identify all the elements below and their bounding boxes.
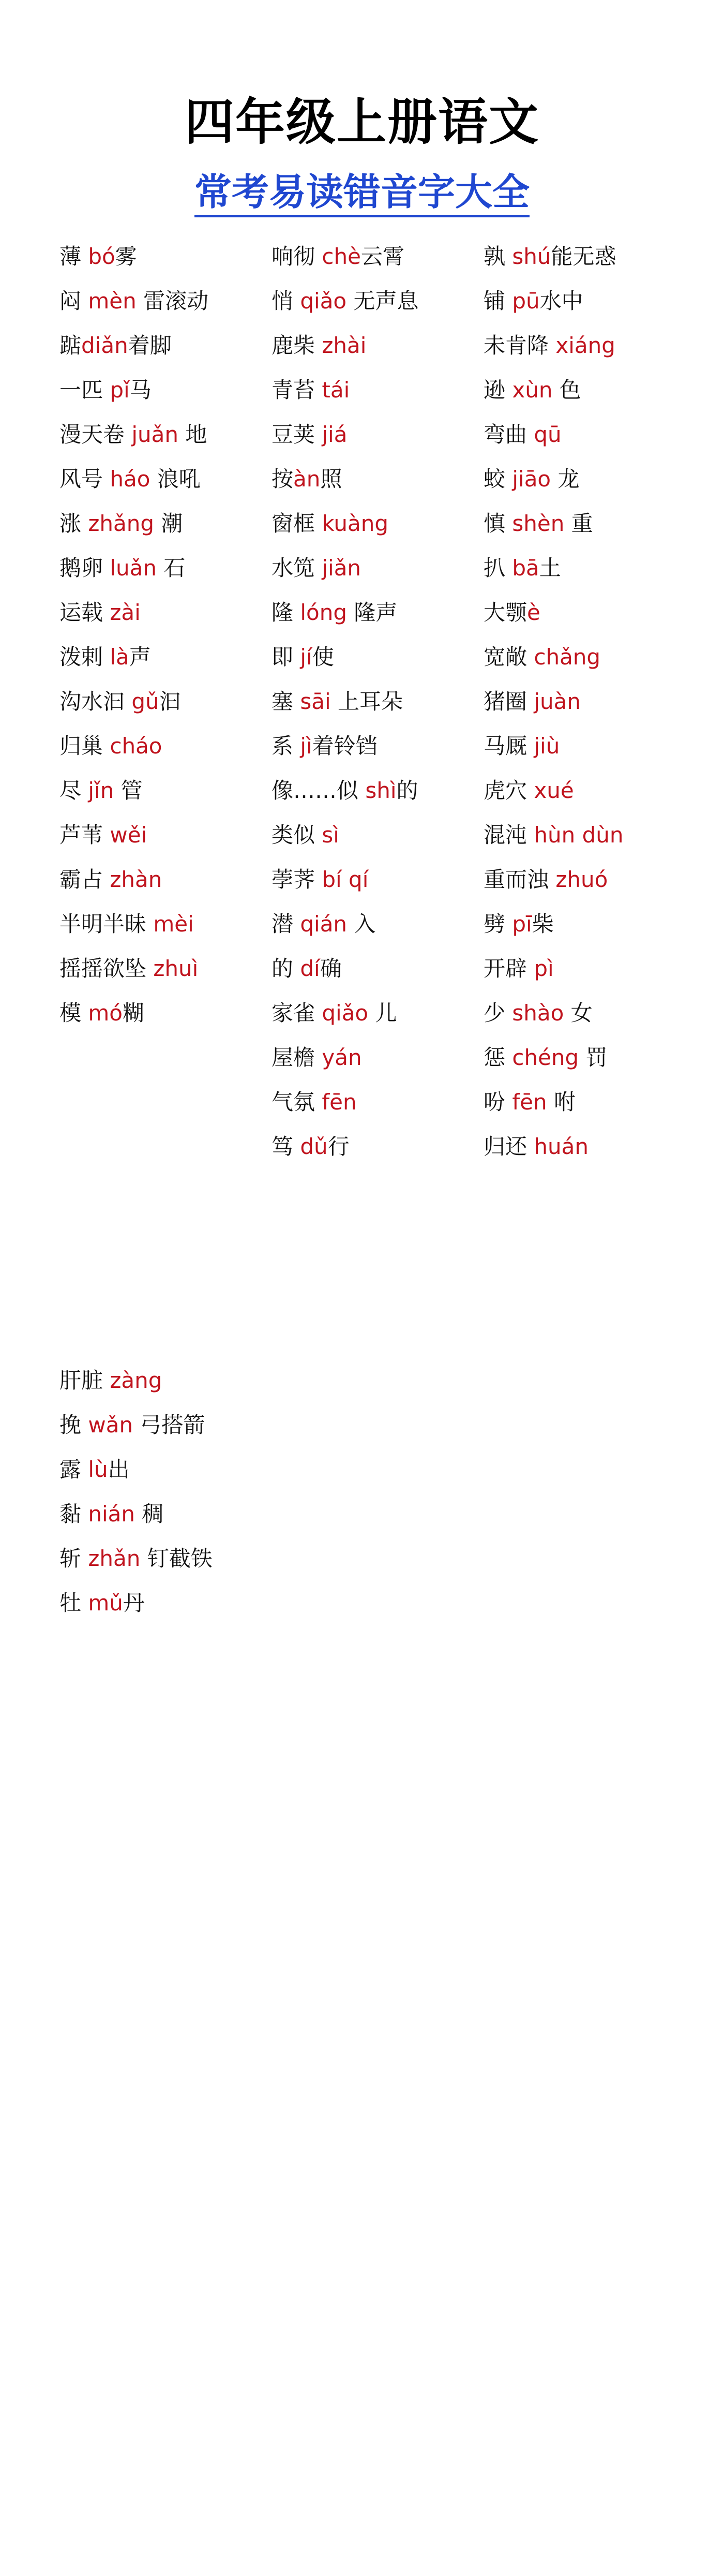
word-before: 隆 [272,600,300,625]
word-before: 露 [59,1457,88,1482]
word-before: 未肯降 [484,333,556,358]
word-pinyin: mèn [88,288,137,314]
word-pinyin: kuàng [322,511,389,536]
word-entry [484,1080,670,1124]
word-before: 大颚 [484,600,527,625]
word-before: 芦苇 [59,822,110,848]
word-pinyin: jiù [534,733,560,759]
word-before: 的 [272,956,300,981]
word-after: 使 [312,644,334,670]
word-entry [484,412,670,457]
word-entry [484,457,670,501]
word-entry [59,457,246,501]
word-after: 潮 [154,511,183,536]
word-before: 泼剌 [59,644,110,670]
word-entry [59,724,246,768]
word-after: 石 [157,555,186,581]
word-before: 系 [272,733,300,759]
word-entry [484,724,670,768]
word-pinyin: zhǎng [88,511,155,536]
word-pinyin: zhuó [555,867,608,892]
word-before: 开辟 [484,956,534,981]
word-pinyin: jiāo [512,466,551,492]
word-before: 潜 [272,911,300,937]
word-pinyin: yán [322,1045,362,1070]
word-pinyin: xùn [512,377,553,403]
word-pinyin: sì [322,822,339,848]
word-after: 能无惑 [551,244,616,269]
word-pinyin: mǔ [88,1590,123,1616]
word-entry [272,501,458,546]
word-before: 涨 [59,511,88,536]
word-entry [59,546,246,590]
word-entry [272,279,458,323]
word-pinyin: zhǎn [88,1546,141,1571]
word-entry [59,813,246,857]
word-pinyin: pū [512,288,540,314]
word-before: 气氛 [272,1089,322,1115]
word-entry [272,1035,458,1080]
word-after: 土 [539,555,561,581]
word-after: 确 [320,956,342,981]
word-before: 马厩 [484,733,534,759]
word-pinyin: mó [88,1000,123,1026]
word-entry [484,991,670,1035]
word-entry [484,679,670,724]
word-entry [484,234,670,279]
word-entry [272,768,458,813]
word-pinyin: bā [512,555,539,581]
word-after: 稠 [135,1501,164,1527]
word-before: 劈 [484,911,512,937]
word-pinyin: pī [512,911,532,937]
word-pinyin: là [110,644,129,670]
word-entry [272,546,458,590]
word-pinyin: fēn [512,1089,547,1115]
word-pinyin: jiǎn [322,555,361,581]
word-before: 重而浊 [484,867,556,892]
word-after: 上耳朵 [330,689,403,714]
word-after: 女 [564,1000,593,1026]
word-before: 按 [272,466,294,492]
word-before: 铺 [484,288,512,314]
word-before: 闷 [59,288,88,314]
word-after: 雾 [115,244,137,269]
word-pinyin: lù [88,1457,108,1482]
word-before: 笃 [272,1134,300,1159]
word-entry [59,323,246,368]
word-pinyin: gǔ [131,689,159,714]
word-before: 归还 [484,1134,534,1159]
word-pinyin: jǐn [88,778,114,803]
word-before: 屋檐 [272,1045,322,1070]
word-entry [272,412,458,457]
word-pinyin: chéng [512,1045,579,1070]
page-subtitle: 常考易读错音字大全 [194,171,530,217]
word-entry [59,590,246,635]
word-pinyin: shào [512,1000,564,1026]
word-before: 宽敞 [484,644,534,670]
word-before: 肝脏 [59,1368,110,1393]
word-before: 半明半昧 [59,911,154,937]
word-entry [484,857,670,902]
word-entry [272,590,458,635]
word-entry [272,1124,458,1169]
word-pinyin: shì [365,778,397,803]
word-after: 云霄 [360,244,404,269]
word-pinyin: è [527,600,540,625]
word-pinyin: sāi [300,689,331,714]
word-entry [272,323,458,368]
word-pinyin: zhuì [153,956,199,981]
word-entry [59,946,246,991]
word-entry [59,902,246,946]
word-entry [272,1080,458,1124]
word-entry [59,1358,246,1403]
word-before: 慎 [484,511,512,536]
word-pinyin: juàn [534,689,581,714]
word-pinyin: luǎn [110,555,157,581]
word-before: 逊 [484,377,512,403]
word-pinyin: chǎng [534,644,601,670]
word-pinyin: dí [300,956,320,981]
word-entry [484,1035,670,1080]
word-pinyin: àn [293,466,321,492]
word-after: 无声息 [346,288,419,314]
word-before: 一匹 [59,377,110,403]
word-after: 柴 [532,911,554,937]
word-before: 青苔 [272,377,322,403]
word-before: 惩 [484,1045,512,1070]
word-after: 汩 [159,689,181,714]
word-before: 吩 [484,1089,512,1115]
word-entry [484,813,670,857]
word-after: 的 [396,778,418,803]
word-after: 罚 [579,1045,608,1070]
word-column-2 [272,234,458,1169]
word-before: 豆荚 [272,422,322,447]
word-after: 色 [552,377,581,403]
word-pinyin: zhàn [110,867,162,892]
word-before: 黏 [59,1501,88,1527]
word-pinyin: háo [110,466,150,492]
word-pinyin: qiǎo [300,288,347,314]
word-entry [59,1403,246,1447]
word-after: 着铃铛 [312,733,378,759]
word-after: 糊 [122,1000,144,1026]
word-before: 即 [272,644,300,670]
word-entry [272,679,458,724]
word-after: 入 [347,911,376,937]
word-entry [59,635,246,679]
word-before: 挽 [59,1412,88,1438]
word-after: 儿 [368,1000,397,1026]
word-entry [59,368,246,412]
word-before: 窗框 [272,511,322,536]
word-entry [59,991,246,1035]
word-entry [272,368,458,412]
word-before: 响彻 [272,244,322,269]
word-entry [59,679,246,724]
word-before: 尽 [59,778,88,803]
word-after: 浪吼 [150,466,201,492]
word-entry [484,635,670,679]
word-before: 模 [59,1000,88,1026]
word-after: 钉截铁 [140,1546,213,1571]
word-pinyin: zàng [110,1368,162,1393]
word-entry [484,946,670,991]
word-before: 鹿柴 [272,333,322,358]
word-pinyin: pǐ [110,377,130,403]
word-pinyin: tái [322,377,350,403]
word-entry [59,1581,246,1625]
word-entry [272,946,458,991]
word-after: 水中 [539,288,583,314]
word-before: 水笕 [272,555,322,581]
word-pinyin: bó [88,244,115,269]
word-entry [272,857,458,902]
word-before: 霸占 [59,867,110,892]
word-entry [272,813,458,857]
word-before: 孰 [484,244,512,269]
word-entry [272,457,458,501]
word-pinyin: nián [88,1501,135,1527]
word-pinyin: hùn dùn [534,822,624,848]
word-entry [59,857,246,902]
word-before: 类似 [272,822,322,848]
word-entry [59,279,246,323]
word-after: 咐 [547,1089,576,1115]
word-entry [484,546,670,590]
word-entry [484,902,670,946]
word-before: 鹅卵 [59,555,110,581]
word-pinyin: bí qí [322,867,369,892]
word-pinyin: mèi [153,911,194,937]
word-entry [484,768,670,813]
word-pinyin: chè [322,244,361,269]
word-before: 塞 [272,689,300,714]
word-entry [272,724,458,768]
word-pinyin: juǎn [131,422,179,447]
word-after: 声 [129,644,151,670]
word-entry [272,234,458,279]
word-column-3 [484,234,670,1169]
word-after: 出 [108,1457,130,1482]
word-pinyin: zhài [322,333,367,358]
word-entry [484,279,670,323]
word-before: 归巢 [59,733,110,759]
word-pinyin: xué [534,778,574,803]
word-before: 沟水汩 [59,689,132,714]
word-pinyin: jì [300,733,312,759]
word-pinyin: jí [300,644,312,670]
word-before: 薄 [59,244,88,269]
word-entry [484,590,670,635]
word-after: 着脚 [128,333,172,358]
word-after: 龙 [551,466,580,492]
word-pinyin: qiǎo [322,1000,369,1026]
word-pinyin: dǔ [300,1134,328,1159]
word-pinyin: zài [110,600,141,625]
word-pinyin: jiá [322,422,348,447]
word-after: 隆声 [347,600,398,625]
word-before: 少 [484,1000,512,1026]
word-before: 风号 [59,466,110,492]
word-before: 虎穴 [484,778,534,803]
word-entry [59,1447,246,1492]
word-before: 摇摇欲坠 [59,956,154,981]
word-before: 悄 [272,288,300,314]
word-before: 荸荠 [272,867,322,892]
word-pinyin: shú [512,244,551,269]
word-pinyin: fēn [322,1089,357,1115]
word-before: 蛟 [484,466,512,492]
word-entry [484,501,670,546]
word-after: 马 [129,377,152,403]
word-entry [272,902,458,946]
word-pinyin: pì [534,956,554,981]
word-after: 弓搭箭 [133,1412,205,1438]
word-entry [59,412,246,457]
word-entry [59,234,246,279]
word-before: 斩 [59,1546,88,1571]
word-before: 弯曲 [484,422,534,447]
word-after: 丹 [123,1590,145,1616]
word-pinyin: diǎn [81,333,128,358]
word-pinyin: shèn [512,511,565,536]
word-after: 行 [327,1134,350,1159]
page-title: 四年级上册语文 [185,93,539,151]
subtitle-wrapper [0,171,724,217]
word-entry [484,1124,670,1169]
word-pinyin: lóng [300,600,348,625]
word-entry [272,635,458,679]
word-before: 踮 [59,333,82,358]
word-after: 重 [564,511,593,536]
word-after: 照 [320,466,342,492]
word-before: 猪圈 [484,689,534,714]
word-after: 地 [178,422,207,447]
word-before: 运载 [59,600,110,625]
word-before: 漫天卷 [59,422,132,447]
word-column-1 [59,234,246,1035]
word-entry [272,991,458,1035]
word-entry [59,1536,246,1581]
word-pinyin: qū [534,422,562,447]
word-pinyin: cháo [110,733,162,759]
word-pinyin: wǎn [88,1412,133,1438]
word-entry [59,1492,246,1536]
word-pinyin: qián [300,911,348,937]
word-column-4 [59,1358,246,1625]
word-entry [59,501,246,546]
word-before: 牡 [59,1590,88,1616]
word-before: 混沌 [484,822,534,848]
word-after: 管 [114,778,143,803]
word-pinyin: wěi [110,822,147,848]
word-after: 雷滚动 [136,288,209,314]
word-before: 家雀 [272,1000,322,1026]
word-pinyin: huán [534,1134,589,1159]
word-entry [484,323,670,368]
word-before: 扒 [484,555,512,581]
word-entry [484,368,670,412]
word-entry [59,768,246,813]
word-before: 像……似 [272,778,366,803]
word-pinyin: xiáng [555,333,615,358]
